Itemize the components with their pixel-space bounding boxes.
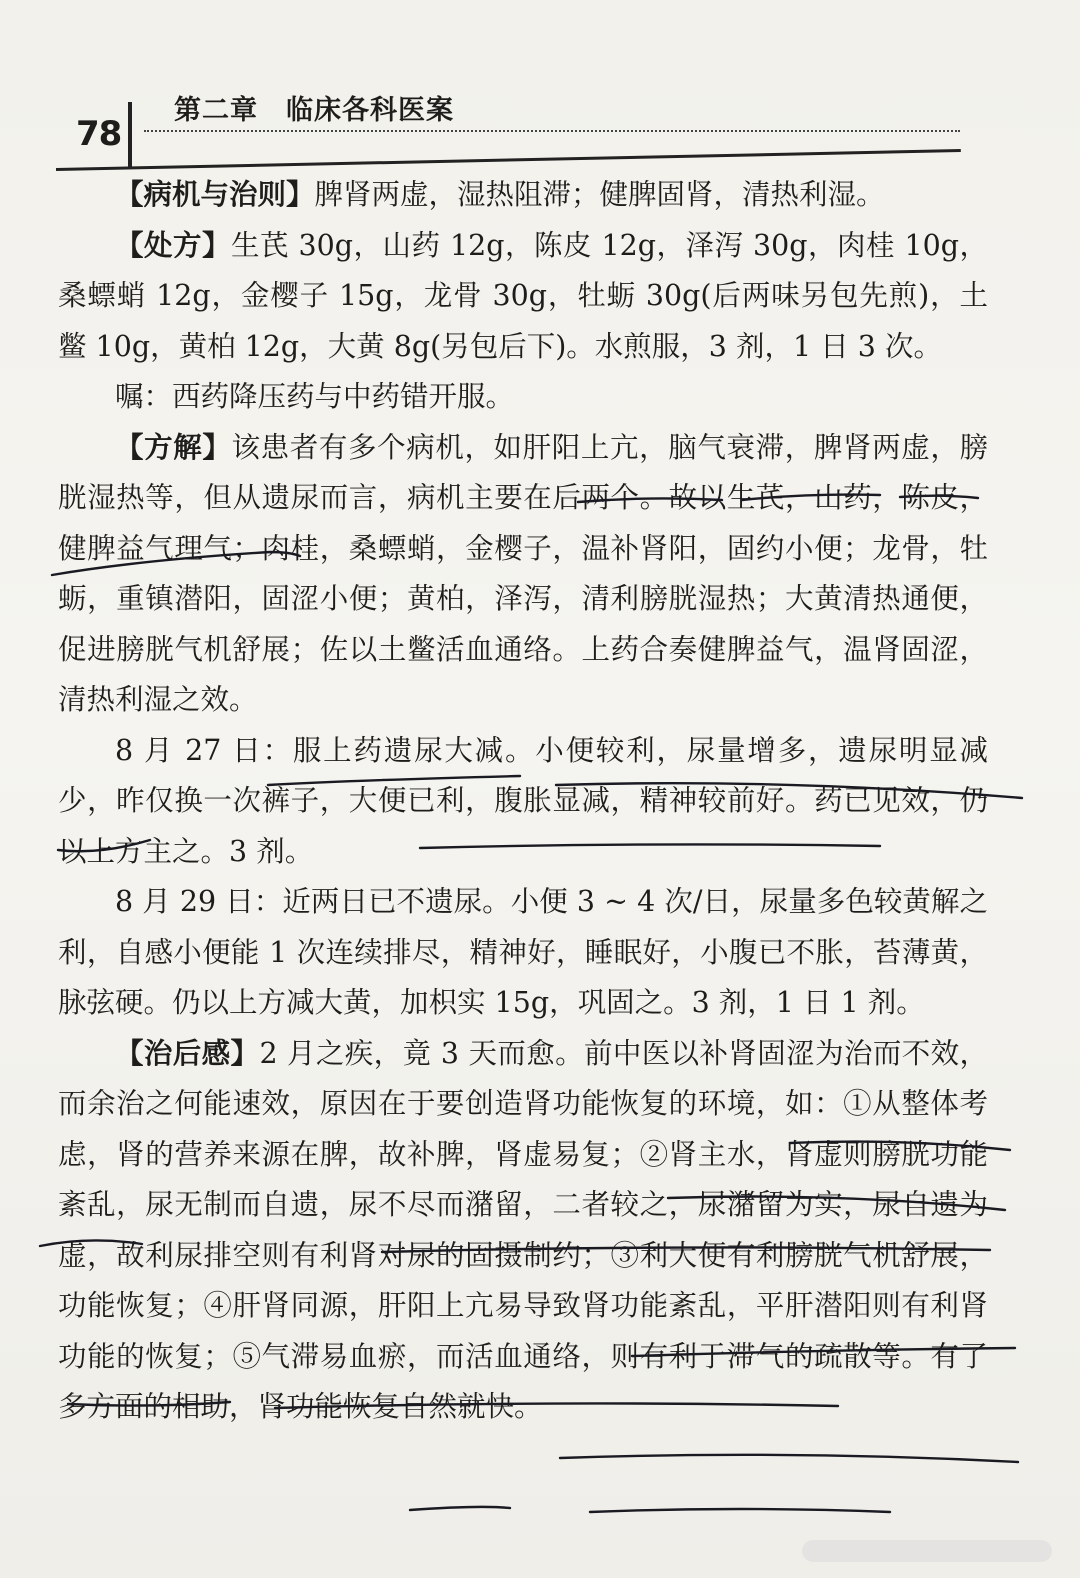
page-header [70,78,960,178]
pen-underline [410,1507,510,1510]
reflection-paragraph [58,1029,988,1433]
pen-underline [590,1509,890,1512]
analysis-paragraph [58,423,988,726]
chapter-heading [174,88,454,127]
instruction-paragraph: 嘱：西药降压药与中药错开服。 [115,380,515,413]
header-divider [128,102,132,168]
paragraph-text: 2 月之疾，竟 3 天而愈。前中医以补肾固涩为治而不效，而余治之何能速效，原因在于要创造肾功能恢复的环境，如：①从整体考虑，肾的营养来源在脾，故补脾，肾虚易复；②肾主水，肾虚则膀胱功能紊乱，尿无制而自遗，尿不尽而潴留，二者较之，尿潴留为实，尿自遗为虚，故利尿排空则有利肾对尿的固摄制约；③利大便有利膀胱气机舒展，功能恢复；④肝肾同源，肝阳上亢易导致肾功能紊乱，平肝潜阳则有利肾功能的恢复；⑤气滞易血瘀，而活血通络，则有利于滞气的疏散等。有了多方面的相助，肾功能恢复自然就快。 [58,1036,988,1423]
followup-aug27-paragraph: 8 月 27 日：服上药遗尿大减。小便较利，尿量增多，遗尿明显减少，昨仅换一次裤子，大便已利，腹胀显减，精神较前好。药已见效，仍以上方主之。3 剂。 [58,733,988,868]
pen-underline [560,1455,1018,1462]
page-number: 78 [76,114,122,154]
paragraph-text: 该患者有多个病机，如肝阳上亢，脑气衰滞，脾肾两虚，膀胱湿热等，但从遗尿而言，病机主要在后两个。故以生芪，山药，陈皮，健脾益气理气；肉桂，桑螵蛸，金樱子，温补肾阳，固约小便；龙骨，牡蛎，重镇潜阳，固涩小便；黄柏，泽泻，清利膀胱湿热；大黄清热通便，促进膀胱气机舒展；佐以土鳖活血通络。上药合奏健脾益气，温肾固涩，清热利湿之效。 [58,430,988,716]
paragraph-text: 脾肾两虚，湿热阻滞；健脾固肾，清热利湿。 [314,178,885,211]
chapter-number: 第二章 [174,95,258,126]
section-label: 【处方】 [115,228,231,262]
section-label: 【病机与治则】 [115,178,315,211]
header-rule [56,149,961,171]
prescription-paragraph [58,221,988,373]
followup-aug29-paragraph: 8 月 29 日：近两日已不遗尿。小便 3 ~ 4 次/日，尿量多色较黄解之利，自感小便能 1 次连续排尽，精神好，睡眠好，小腹已不胀，苔薄黄，脉弦硬。仍以上方减大黄，加枳实 15g，巩固之。3 剂，1 日 1 剂。 [58,885,988,1019]
pathogenesis-paragraph [58,170,988,221]
header-dotted-rule [144,130,960,132]
section-label: 【治后感】 [115,1036,260,1070]
body-text [58,170,988,1433]
watermark [802,1540,1052,1562]
section-label: 【方解】 [115,430,232,464]
chapter-title: 临床各科医案 [286,95,454,126]
paragraph-text: 生芪 30g，山药 12g，陈皮 12g，泽泻 30g，肉桂 10g，桑螵蛸 12g，金樱子 15g，龙骨 30g，牡蛎 30g(后两味另包先煎)，土鳖 10g，黄柏 12g，大黄 8g(另包后下)。水煎服，3 剂，1 日 3 次。 [58,228,988,363]
